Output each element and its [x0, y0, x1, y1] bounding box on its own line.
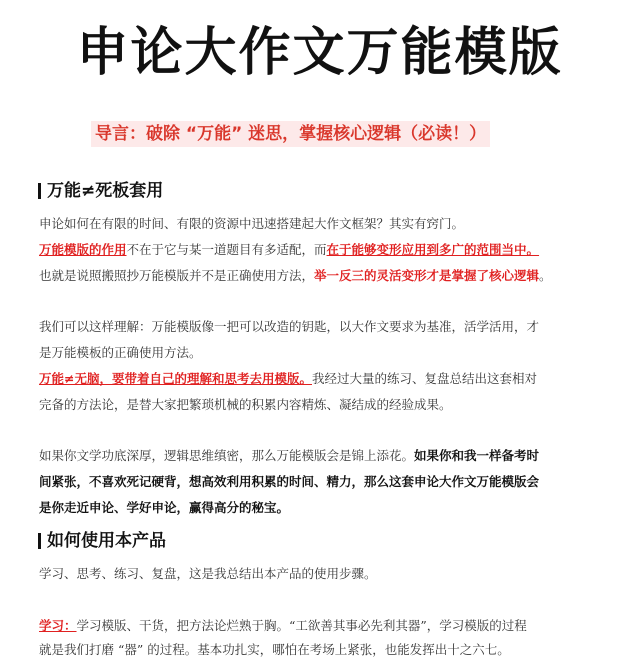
text-span: 我经过大量的练习、复盘总结出这套相对 [311, 371, 537, 386]
highlight-text: 学习： [39, 618, 77, 633]
section-heading-1-text: 万能≠死板套用 [47, 181, 164, 201]
text-span: 完备的方法论，是替大家把繁琐机械的积累内容精炼、凝结成的经验成果。 [39, 397, 452, 412]
paragraph-line [39, 499, 634, 517]
intro-banner: 导言：破除 “万能” 迷思，掌握核心逻辑（必读！） [91, 121, 490, 147]
heading-bar-icon [38, 533, 41, 549]
text-span: 不在于它与某一道题目有多适配，而 [126, 242, 327, 257]
section-heading-2 [38, 530, 166, 552]
text-span: 学习模版、干货，把方法论烂熟于胸。“工欲善其事必先利其器”，学习模版的过程 [76, 618, 527, 633]
text-span: 也就是说照搬照抄万能模版并不是正确使用方法， [39, 268, 315, 283]
paragraph-line [39, 396, 634, 414]
highlight-text: 举一反三的灵活变形才是掌握了核心逻辑 [314, 268, 540, 283]
text-span: 如果你文学功底深厚，逻辑思维缜密，那么万能模版会是锦上添花。 [39, 448, 415, 463]
paragraph-line [39, 370, 634, 388]
paragraph-line [39, 473, 634, 491]
heading-bar-icon [38, 183, 41, 199]
text-span: 申论如何在有限的时间、有限的资源中迅速搭建起大作文框架？其实有窍门。 [39, 216, 465, 231]
bold-text: 间紧张，不喜欢死记硬背，想高效利用积累的时间、精力，那么这套申论大作文万能模版会 [39, 474, 540, 489]
text-span: 学习、思考、练习、复盘，这是我总结出本产品的使用步骤。 [39, 566, 377, 581]
text-span: 是万能模板的正确使用方法。 [39, 345, 202, 360]
bold-text: 如果你和我一样备考时 [414, 448, 540, 463]
text-span: 就是我们打磨 “器” 的过程。基本功扎实，哪怕在考场上紧张，也能发挥出十之六七。 [39, 642, 510, 657]
paragraph-line [39, 344, 634, 362]
document-title: 申论大作文万能模版 [76, 23, 563, 83]
highlight-text: 万能模版的作用 [39, 242, 127, 257]
paragraph-line [39, 447, 634, 465]
paragraph-line [39, 318, 634, 336]
paragraph-line [39, 215, 634, 233]
highlight-text: 万能≠无脑，要带着自己的理解和思考去用模版。 [39, 371, 312, 386]
paragraph-line [39, 267, 634, 285]
section-heading-1 [38, 180, 163, 202]
text-span: 我们可以这样理解：万能模版像一把可以改造的钥匙，以大作文要求为基准，活学活用，才 [39, 319, 540, 334]
paragraph-line [39, 565, 634, 583]
paragraph-line [39, 241, 634, 259]
paragraph-line [39, 617, 634, 635]
section-heading-2-text: 如何使用本产品 [47, 531, 166, 551]
highlight-text: 在于能够变形应用到多广的范围当中。 [326, 242, 540, 257]
paragraph-line [39, 641, 634, 659]
text-span: 。 [539, 268, 552, 283]
bold-text: 是你走近申论、学好申论，赢得高分的秘宝。 [39, 500, 290, 515]
